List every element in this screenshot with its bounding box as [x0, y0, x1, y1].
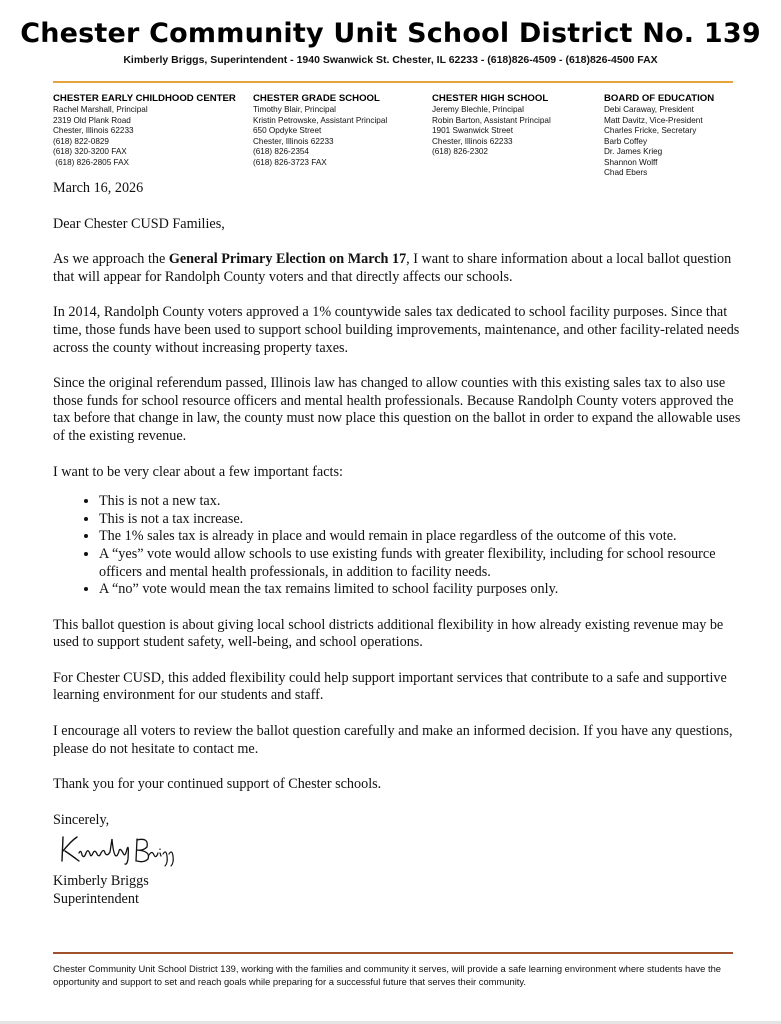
contact-line: (618) 826-2354	[253, 147, 309, 156]
fact-item: • This is not a tax increase.	[99, 511, 743, 529]
contact-line: Chester, Illinois 62233	[432, 136, 513, 146]
contact-line: 2319 Old Plank Road	[53, 115, 131, 125]
contact-heading: CHESTER GRADE SCHOOL	[253, 93, 380, 104]
contact-line: (618) 320-3200 FAX	[53, 147, 127, 156]
district-title: Chester Community Unit School District No. 139	[20, 18, 761, 49]
paragraph-chester-cusd: For Chester CUSD, this added flexibility could help support important services that contribute to a safe and supportive learning environment for our students and staff.	[53, 669, 727, 704]
letter-body	[53, 180, 743, 908]
contact-line: (618) 822-0829	[53, 136, 109, 146]
contact-line: Shannon Wolff	[604, 157, 658, 167]
handwritten-signature	[57, 831, 187, 867]
contact-line: Kristin Petrowske, Assistant Principal	[253, 115, 388, 125]
contact-line: 1901 Swanwick Street	[432, 126, 514, 135]
facts-list	[53, 493, 743, 599]
contact-line: Charles Fricke, Secretary	[604, 126, 697, 135]
fact-item: • A “yes” vote would allow schools to use existing funds with greater flexibility, including for school resource officers and mental health professionals, in addition to facility needs.	[99, 546, 743, 581]
contact-line: Chad Ebers	[604, 168, 648, 177]
footer-divider	[53, 952, 733, 954]
contact-line: (618) 826-2805 FAX	[53, 157, 130, 167]
contact-column-grade-school	[253, 93, 387, 168]
contact-column-high-school	[432, 93, 551, 158]
contact-line: Jeremy Blechle, Principal	[432, 105, 524, 114]
contact-line: Barb Coffey	[604, 136, 648, 146]
contact-line: Robin Barton, Assistant Principal	[432, 115, 551, 125]
contact-line: Dr. James Krieg	[604, 147, 663, 156]
paragraph-law-change: Since the original referendum passed, Illinois law has changed to allow counties with this existing sales tax to also use those funds for school resource officers and mental health professionals. Because Randolph County voters approved the tax before that change in law, the county must now place this question on the ballot in order to expand the allowable uses of the existing revenue.	[53, 375, 741, 444]
paragraph-flexibility: This ballot question is about giving local school districts additional flexibility in how already existing revenue may be used to support student safety, well-being, and school operations.	[53, 616, 724, 651]
contact-line: Chester, Illinois 62233	[253, 136, 334, 146]
contact-column-board	[604, 93, 714, 179]
contact-line: Matt Davitz, Vice-President	[604, 115, 703, 125]
contact-heading: CHESTER HIGH SCHOOL	[432, 93, 549, 104]
salutation: Dear Chester CUSD Families,	[53, 215, 225, 232]
intro-text-start: As we approach the	[53, 251, 169, 268]
contact-heading: BOARD OF EDUCATION	[604, 93, 715, 104]
thank-you-line: Thank you for your continued support of Chester schools.	[53, 776, 382, 793]
contact-line: (618) 826-3723 FAX	[253, 157, 327, 167]
contact-line: 650 Opdyke Street	[253, 126, 322, 135]
fact-item: • The 1% sales tax is already in place and would remain in place regardless of the outcome of this vote.	[99, 528, 743, 546]
signer-name: Kimberly Briggs	[53, 873, 149, 890]
signer-title: Superintendent	[53, 890, 139, 907]
contact-line: Chester, Illinois 62233	[53, 126, 134, 135]
intro-text-end: , I want to share information about a local ballot question that will appear for Randolph County voters and that directly affects our schools.	[53, 251, 732, 285]
contact-column-early-childhood	[53, 93, 236, 168]
letter-date: March 16, 2026	[53, 180, 144, 196]
intro-paragraph	[53, 251, 743, 286]
header-divider	[53, 81, 733, 83]
contact-line: Rachel Marshall, Principal	[53, 105, 148, 114]
facts-intro: I want to be very clear about a few important facts:	[53, 463, 343, 480]
fact-item: • This is not a new tax.	[99, 493, 743, 511]
district-subtitle: Kimberly Briggs, Superintendent - 1940 Swanwick St. Chester, IL 62233 - (618)826-4509 - (618)826-4500 FAX	[123, 54, 658, 66]
closing: Sincerely,	[53, 811, 110, 828]
contact-line: Timothy Blair, Principal	[253, 105, 336, 114]
contact-line: (618) 826-2302	[432, 147, 488, 156]
contact-heading: CHESTER EARLY CHILDHOOD CENTER	[53, 93, 236, 104]
signature-block	[53, 812, 743, 908]
paragraph-encourage: I encourage all voters to review the ballot question carefully and make an informed decision. If you have any questions, please do not hesitate to contact me.	[53, 723, 733, 757]
election-date-emphasis: General Primary Election on March 17	[168, 251, 407, 268]
fact-item: • A “no” vote would mean the tax remains limited to school facility purposes only.	[99, 581, 743, 599]
paragraph-2014-referendum: In 2014, Randolph County voters approved a 1% countywide sales tax dedicated to school facility purposes. Since that time, those funds have been used to support school building improvements, maintenance, and other facility-related needs across the county without increasing property taxes.	[53, 304, 740, 356]
contact-line: Debi Caraway, President	[604, 105, 694, 114]
mission-statement: Chester Community Unit School District 139, working with the families and community it serves, will provide a safe learning environment where students have the opportunity and support to set and reach goals while preparing for a successful future that serves their community.	[53, 963, 722, 987]
